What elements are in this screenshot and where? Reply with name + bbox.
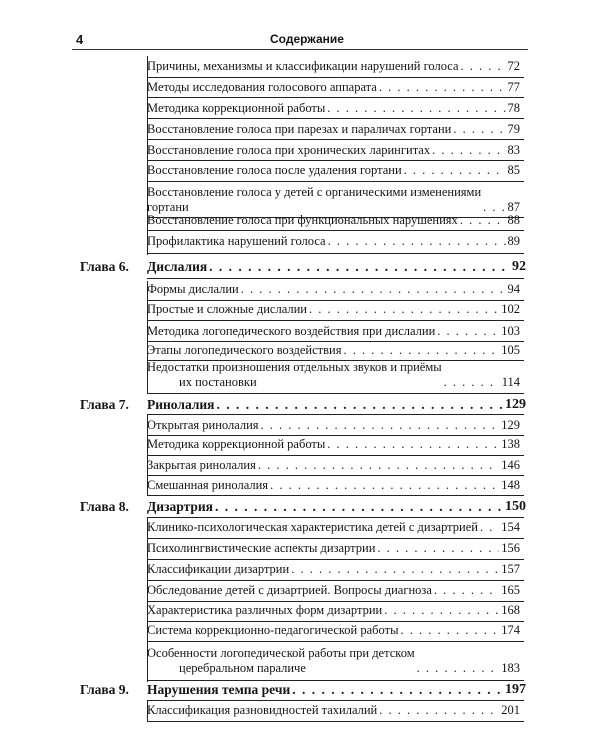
toc-entry-page: 103 bbox=[501, 324, 520, 338]
chapter-heading[interactable] bbox=[80, 259, 526, 275]
toc-entry-title-line2: гортани bbox=[147, 200, 189, 214]
dot-leader bbox=[417, 663, 500, 673]
entry-separator bbox=[147, 97, 524, 98]
entry-separator bbox=[147, 641, 524, 642]
entry-separator bbox=[147, 621, 524, 622]
dot-leader bbox=[216, 400, 503, 410]
chapter-label: Глава 6. bbox=[80, 259, 129, 274]
toc-entry-page: 114 bbox=[501, 375, 520, 389]
toc-entry[interactable] bbox=[147, 59, 520, 74]
dot-leader bbox=[453, 124, 505, 134]
dot-leader bbox=[432, 145, 505, 155]
chapter-heading[interactable] bbox=[80, 682, 526, 698]
toc-entry-title-line1: Восстановление голоса у детей с органическими изменениями bbox=[147, 185, 482, 199]
chapter-page: 129 bbox=[505, 397, 526, 412]
entry-separator bbox=[147, 230, 524, 231]
toc-entry-title: Методика коррекционной работы bbox=[147, 101, 326, 115]
entry-separator bbox=[147, 414, 524, 415]
dot-leader bbox=[461, 61, 506, 71]
toc-entry[interactable] bbox=[147, 541, 520, 556]
toc-entry-title-line1: Особенности логопедической работы при детском bbox=[147, 646, 415, 660]
entry-separator bbox=[147, 475, 524, 476]
chapter-title: Ринолалия bbox=[147, 397, 215, 412]
toc-entry-page: 174 bbox=[501, 623, 520, 637]
entry-separator bbox=[147, 253, 524, 254]
toc-entry-title: Этапы логопедического воздействия bbox=[147, 343, 342, 357]
toc-entry-page: 105 bbox=[501, 343, 520, 357]
chapter-heading[interactable] bbox=[80, 499, 526, 515]
toc-entry[interactable] bbox=[147, 703, 520, 718]
dot-leader bbox=[327, 439, 499, 449]
dot-leader bbox=[327, 103, 505, 113]
toc-entry-page: 79 bbox=[507, 122, 520, 136]
toc-entry[interactable] bbox=[147, 520, 520, 535]
entry-separator bbox=[147, 580, 524, 581]
toc-entry-page: 138 bbox=[501, 437, 520, 451]
toc-entry[interactable] bbox=[147, 101, 520, 116]
dot-leader bbox=[379, 705, 499, 715]
toc-entry-title: Классификация разновидностей тахилалий bbox=[147, 703, 378, 717]
entry-separator bbox=[147, 300, 524, 301]
dot-leader bbox=[444, 377, 500, 387]
toc-entry-page: 156 bbox=[501, 541, 520, 555]
dot-leader bbox=[404, 165, 506, 175]
page-number: 4 bbox=[76, 32, 84, 47]
entry-separator bbox=[147, 559, 524, 560]
toc-entry-page: 183 bbox=[501, 661, 520, 675]
dot-leader bbox=[377, 543, 499, 553]
dot-leader bbox=[209, 262, 510, 272]
toc-entry-title: Простые и сложные дислалии bbox=[147, 302, 307, 316]
entry-separator bbox=[147, 517, 524, 518]
entry-separator bbox=[147, 181, 524, 182]
toc-entry[interactable] bbox=[147, 418, 520, 433]
chapter-page: 92 bbox=[512, 259, 526, 274]
toc-entry-title: Система коррекционно-педагогической работы bbox=[147, 623, 399, 637]
toc-entry[interactable] bbox=[147, 359, 520, 390]
toc-entry-title-line2: их постановки bbox=[179, 375, 257, 389]
entry-separator bbox=[147, 538, 524, 539]
toc-entry-title: Формы дислалии bbox=[147, 282, 239, 296]
dot-leader bbox=[309, 304, 499, 314]
dot-leader bbox=[483, 202, 505, 212]
entry-separator bbox=[147, 393, 524, 394]
toc-entry[interactable] bbox=[147, 122, 520, 137]
chapter-page: 150 bbox=[505, 499, 526, 514]
toc-entry[interactable] bbox=[147, 645, 520, 676]
toc-entry-title: Методика коррекционной работы bbox=[147, 437, 326, 451]
toc-entry-page: 148 bbox=[501, 478, 520, 492]
toc-entry-page: 168 bbox=[501, 603, 520, 617]
chapter-label: Глава 8. bbox=[80, 499, 129, 514]
toc-entry[interactable] bbox=[147, 163, 520, 178]
toc-entry-title bbox=[147, 360, 442, 390]
toc-entry-title: Характеристика различных форм дизартрии bbox=[147, 603, 383, 617]
toc-entry-title-line1: Недостатки произношения отдельных звуков и приёмы bbox=[147, 360, 442, 374]
toc-entry-page: 129 bbox=[501, 418, 520, 432]
toc-entry-title: Методы исследования голосового аппарата bbox=[147, 80, 377, 94]
toc-entry-title: Восстановление голоса при парезах и параличах гортани bbox=[147, 122, 452, 136]
entry-separator bbox=[147, 495, 524, 496]
entry-separator bbox=[147, 680, 524, 681]
toc-entry-title: Психолингвистические аспекты дизартрии bbox=[147, 541, 376, 555]
toc-entry-title: Восстановление голоса после удаления гортани bbox=[147, 163, 402, 177]
toc-entry-page: 157 bbox=[501, 562, 520, 576]
toc-entry-title: Смешанная ринолалия bbox=[147, 478, 269, 492]
dot-leader bbox=[343, 345, 499, 355]
toc-entry-title-line2: церебральном параличе bbox=[179, 661, 306, 675]
dot-leader bbox=[261, 420, 500, 430]
toc-entry-title: Классификации дизартрии bbox=[147, 562, 290, 576]
toc-entry[interactable] bbox=[147, 478, 520, 493]
dot-leader bbox=[460, 215, 506, 225]
toc-entry-title: Методика логопедического воздействия при дислалии bbox=[147, 324, 436, 338]
toc-entry-page: 85 bbox=[507, 163, 520, 177]
entry-separator bbox=[147, 341, 524, 342]
toc-entry-title: Закрытая ринолалия bbox=[147, 458, 256, 472]
toc-entry[interactable] bbox=[147, 213, 520, 228]
entry-separator bbox=[147, 455, 524, 456]
toc-entry[interactable] bbox=[147, 623, 520, 638]
entry-separator bbox=[147, 139, 524, 140]
chapter-title: Дизартрия bbox=[147, 499, 213, 514]
toc-entry-title: Обследование детей с дизартрией. Вопросы диагноза bbox=[147, 583, 432, 597]
toc-entry[interactable] bbox=[147, 184, 520, 215]
toc-entry[interactable] bbox=[147, 302, 520, 317]
toc-entry-page: 201 bbox=[501, 703, 520, 717]
toc-entry[interactable] bbox=[147, 437, 520, 452]
running-header-title: Содержание bbox=[270, 32, 344, 46]
toc-entry-page: 72 bbox=[507, 59, 520, 73]
chapter-heading[interactable] bbox=[80, 397, 526, 413]
toc-entry-page: 102 bbox=[501, 302, 520, 316]
toc-entry-page: 94 bbox=[507, 282, 520, 296]
dot-leader bbox=[291, 564, 499, 574]
toc-entry[interactable] bbox=[147, 562, 520, 577]
toc-entry-title: Восстановление голоса при хронических ларингитах bbox=[147, 143, 431, 157]
dot-leader bbox=[434, 585, 499, 595]
chapter-title: Нарушения темпа речи bbox=[147, 682, 291, 697]
toc-entry-title: Открытая ринолалия bbox=[147, 418, 259, 432]
chapter-label: Глава 7. bbox=[80, 397, 129, 412]
dot-leader bbox=[379, 82, 506, 92]
dot-leader bbox=[258, 460, 499, 470]
toc-entry[interactable] bbox=[147, 282, 520, 297]
dot-leader bbox=[270, 480, 499, 490]
entry-separator bbox=[147, 77, 524, 78]
entry-separator bbox=[147, 278, 524, 279]
toc-entry[interactable] bbox=[147, 143, 520, 158]
entry-separator bbox=[147, 160, 524, 161]
toc-entry-title: Причины, механизмы и классификации нарушений голоса bbox=[147, 59, 459, 73]
toc-entry-page: 87 bbox=[507, 200, 520, 214]
toc-entry[interactable] bbox=[147, 458, 520, 473]
toc-entry-title: Восстановление голоса при функциональных нарушениях bbox=[147, 213, 458, 227]
toc-entry-title bbox=[147, 646, 415, 676]
chapter-label: Глава 9. bbox=[80, 682, 129, 697]
toc-entry-page: 89 bbox=[507, 234, 520, 248]
toc-entry[interactable] bbox=[147, 603, 520, 618]
entry-separator bbox=[147, 601, 524, 602]
toc-entry-page: 165 bbox=[501, 583, 520, 597]
toc-entry-title bbox=[147, 185, 481, 215]
dot-leader bbox=[292, 685, 503, 695]
toc-entry[interactable] bbox=[147, 343, 520, 358]
dot-leader bbox=[384, 605, 499, 615]
dot-leader bbox=[241, 284, 506, 294]
dot-leader bbox=[400, 625, 499, 635]
entry-separator bbox=[147, 435, 524, 436]
toc-entry-page: 83 bbox=[507, 143, 520, 157]
entry-separator bbox=[147, 721, 524, 722]
toc-entry[interactable] bbox=[147, 234, 520, 249]
toc-entry-page: 154 bbox=[501, 520, 520, 534]
toc-entry-page: 146 bbox=[501, 458, 520, 472]
dot-leader bbox=[328, 236, 506, 246]
dot-leader bbox=[437, 326, 499, 336]
toc-entry-page: 77 bbox=[507, 80, 520, 94]
dot-leader bbox=[480, 522, 499, 532]
toc-entry[interactable] bbox=[147, 80, 520, 95]
entry-separator bbox=[147, 320, 524, 321]
entry-separator bbox=[147, 700, 524, 701]
toc-entry[interactable] bbox=[147, 583, 520, 598]
chapter-page: 197 bbox=[505, 682, 526, 697]
toc-entry-title: Профилактика нарушений голоса bbox=[147, 234, 326, 248]
toc-entry-title: Клинико-психологическая характеристика детей с дизартрией bbox=[147, 520, 478, 534]
chapter-title: Дислалия bbox=[147, 259, 208, 274]
toc-entry-page: 88 bbox=[507, 213, 520, 227]
entry-separator bbox=[147, 118, 524, 119]
dot-leader bbox=[215, 502, 503, 512]
toc-entry-page: 78 bbox=[507, 101, 520, 115]
toc-entry[interactable] bbox=[147, 324, 520, 339]
